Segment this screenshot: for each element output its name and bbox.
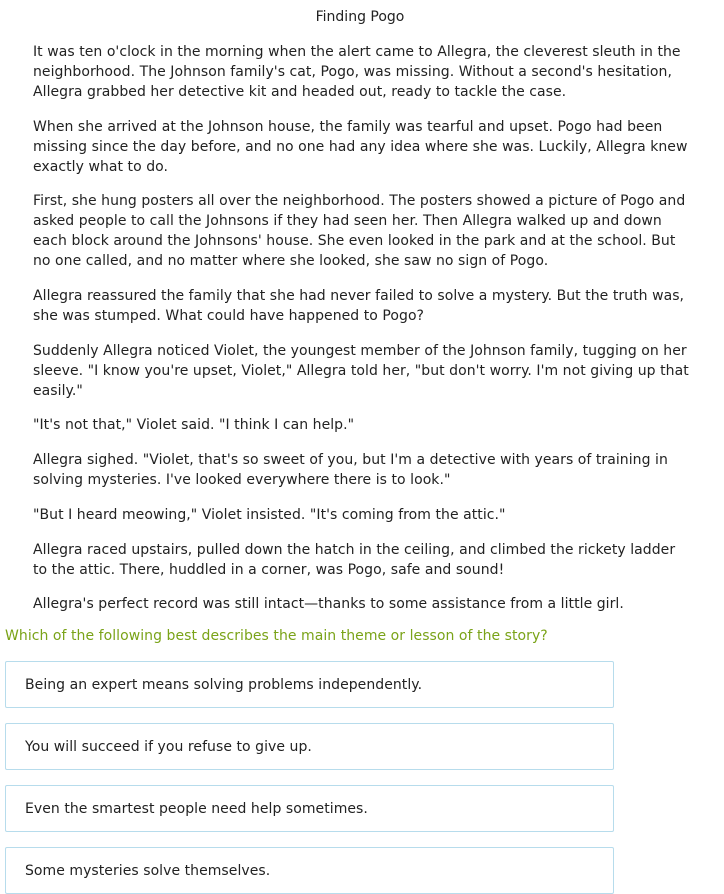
story-paragraph: Suddenly Allegra noticed Violet, the youngest member of the Johnson family, tugging on her sleeve. "I know you're upset, Violet," Allegra told her, "but don't worry. I'm not giving up that easily." bbox=[33, 342, 689, 399]
answer-choice-4[interactable] bbox=[5, 847, 614, 894]
story-paragraph: "It's not that," Violet said. "I think I can help." bbox=[33, 417, 355, 434]
story-title: Finding Pogo bbox=[315, 9, 405, 25]
answer-choice-3[interactable] bbox=[5, 785, 614, 832]
answer-choice-label: Being an expert means solving problems independently. bbox=[25, 677, 423, 693]
story-paragraph: Allegra sighed. "Violet, that's so sweet of you, but I'm a detective with years of training in solving mysteries. I've looked everywhere there is to look." bbox=[33, 452, 668, 489]
answer-choice-label: Some mysteries solve themselves. bbox=[25, 863, 271, 879]
question-prompt: Which of the following best describes the main theme or lesson of the story? bbox=[5, 628, 548, 644]
story-body bbox=[33, 42, 693, 629]
story-paragraph: Allegra raced upstairs, pulled down the hatch in the ceiling, and climbed the rickety ladder to the attic. There, huddled in a corner, was Pogo, safe and sound! bbox=[33, 541, 676, 578]
story-paragraph: It was ten o'clock in the morning when the alert came to Allegra, the cleverest sleuth in the neighborhood. The Johnson family's cat, Pogo, was missing. Without a second's hesitation, Allegra grabbed her detective kit and headed out, ready to tackle the case. bbox=[33, 44, 681, 100]
answer-choice-label: You will succeed if you refuse to give up. bbox=[25, 739, 312, 755]
story-paragraph: "But I heard meowing," Violet insisted. "It's coming from the attic." bbox=[33, 506, 506, 523]
answer-choice-1[interactable] bbox=[5, 661, 614, 708]
story-paragraph: Allegra's perfect record was still intact—thanks to some assistance from a little girl. bbox=[33, 596, 624, 613]
answer-choice-2[interactable] bbox=[5, 723, 614, 770]
story-paragraph: Allegra reassured the family that she had never failed to solve a mystery. But the truth was, she was stumped. What could have happened to Pogo? bbox=[33, 288, 685, 325]
story-paragraph: First, she hung posters all over the neighborhood. The posters showed a picture of Pogo and asked people to call the Johnsons if they had seen her. Then Allegra walked up and down each block around the Johnsons' house. She even looked in the park and at the school. But no one called, and no matter where she looked, she saw no sign of Pogo. bbox=[33, 193, 686, 270]
story-paragraph: When she arrived at the Johnson house, the family was tearful and upset. Pogo had been missing since the day before, and no one had any idea where she was. Luckily, Allegra knew exactly what to do. bbox=[33, 118, 688, 175]
answer-choice-label: Even the smartest people need help sometimes. bbox=[25, 801, 368, 817]
